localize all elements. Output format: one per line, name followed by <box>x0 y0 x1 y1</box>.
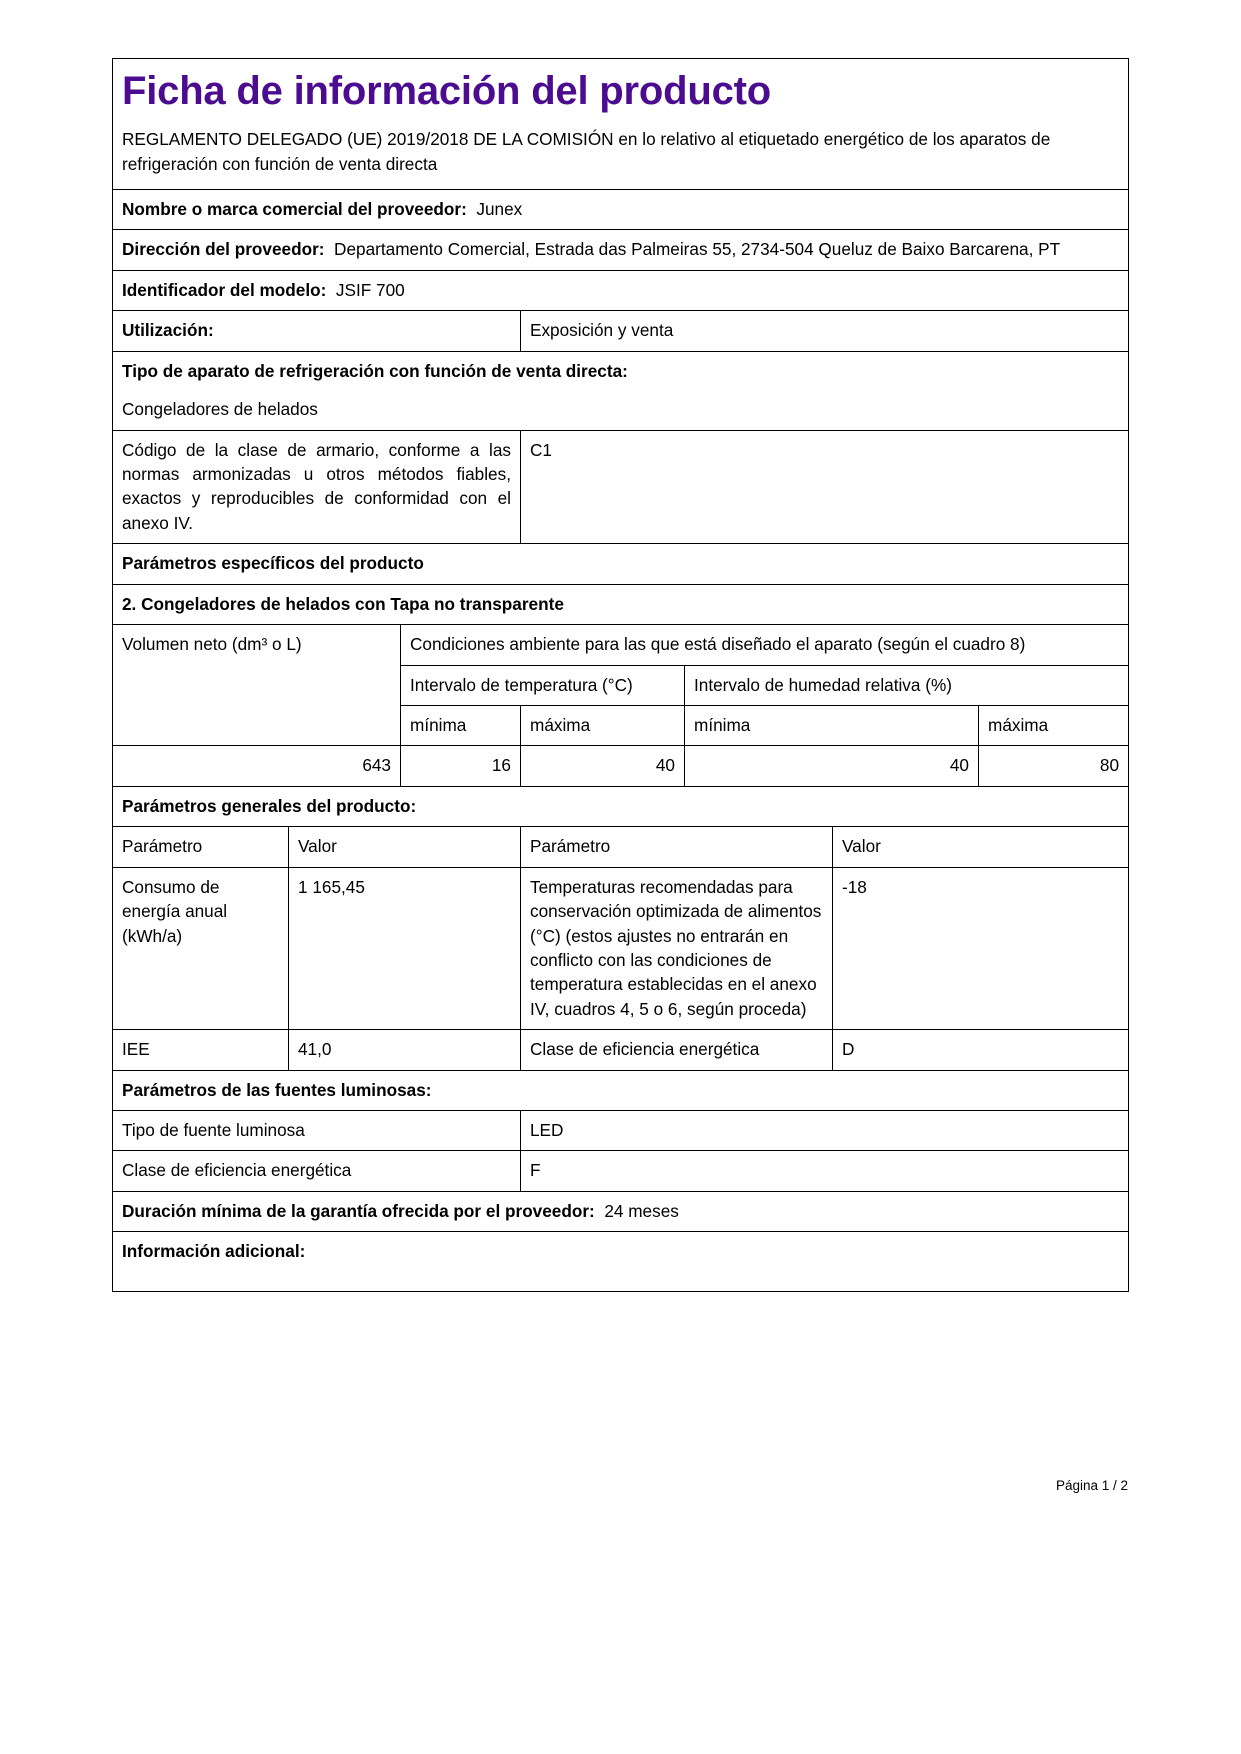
table-row <box>113 1111 1129 1151</box>
model-label: Identificador del modelo: <box>122 279 327 300</box>
col-header-value-left: Valor <box>289 827 521 867</box>
net-volume-header-row <box>113 625 1129 665</box>
light-source-heading: Parámetros de las fuentes luminosas: <box>113 1070 1129 1110</box>
param-iee-value: 41,0 <box>289 1030 521 1070</box>
supplier-name-row <box>113 190 1129 230</box>
usage-label-cell: Utilización: <box>113 311 521 351</box>
humidity-max-header: máxima <box>979 705 1129 745</box>
col-header-param-right: Parámetro <box>521 827 833 867</box>
product-fiche-table <box>112 58 1129 1292</box>
warranty-label: Duración mínima de la garantía ofrecida por el proveedor: <box>122 1200 595 1221</box>
col-header-value-right: Valor <box>833 827 1129 867</box>
title-cell <box>113 59 1129 190</box>
model-value: JSIF 700 <box>335 279 405 300</box>
table-row <box>113 1030 1129 1070</box>
page-footer: Página 1 / 2 <box>1055 1478 1128 1493</box>
general-params-heading-row <box>113 786 1129 826</box>
specific-params-heading-row <box>113 544 1129 584</box>
cabinet-class-label: Código de la clase de armario, conforme a las normas armonizadas u otros métodos fiables, exactos y reproducibles de conformidad con el anexo IV. <box>113 430 521 544</box>
supplier-name-value: Junex <box>476 199 523 220</box>
usage-value-cell: Exposición y venta <box>521 311 1129 351</box>
humidity-range-label-cell: Intervalo de humedad relativa (%) <box>685 665 1129 705</box>
specific-params-subheading-row <box>113 584 1129 624</box>
supplier-address-cell <box>113 230 1129 270</box>
supplier-address-value: Departamento Comercial, Estrada das Palmeiras 55, 2734-504 Queluz de Baixo Barcarena, PT <box>334 239 1061 260</box>
cabinet-class-row <box>113 430 1129 544</box>
supplier-name-cell <box>113 190 1129 230</box>
param-annual-energy-value: 1 165,45 <box>289 867 521 1030</box>
model-cell <box>113 270 1129 310</box>
temp-min-value: 16 <box>401 746 521 786</box>
ambient-conditions-label-cell: Condiciones ambiente para las que está diseñado el aparato (según el cuadro 8) <box>401 625 1129 665</box>
warranty-row <box>113 1191 1129 1231</box>
param-iee-label: IEE <box>113 1030 289 1070</box>
table-row <box>113 1151 1129 1191</box>
temperature-range-label-cell: Intervalo de temperatura (°C) <box>401 665 685 705</box>
light-source-heading-row <box>113 1070 1129 1110</box>
additional-info-cell <box>113 1232 1129 1292</box>
usage-row <box>113 311 1129 351</box>
appliance-type-cell <box>113 351 1129 430</box>
warranty-cell <box>113 1191 1129 1231</box>
param-recommended-temp-value: -18 <box>833 867 1129 1030</box>
general-params-header-row <box>113 827 1129 867</box>
param-energy-class-label: Clase de eficiencia energética <box>521 1030 833 1070</box>
col-header-param-left: Parámetro <box>113 827 289 867</box>
param-recommended-temp-label: Temperaturas recomendadas para conservación optimizada de alimentos (°C) (estos ajustes no entrarán en conflicto con las condiciones de temperatura establecidas en el anexo IV, cuadros 4, 5 o 6, según proceda) <box>521 867 833 1030</box>
title-row <box>113 59 1129 190</box>
supplier-address-row <box>113 230 1129 270</box>
light-source-class-value: F <box>521 1151 1129 1191</box>
warranty-value: 24 meses <box>604 1200 679 1221</box>
supplier-address-label: Dirección del proveedor: <box>122 239 325 260</box>
specific-values-row <box>113 746 1129 786</box>
appliance-type-label: Tipo de aparato de refrigeración con función de venta directa: <box>122 360 628 381</box>
cabinet-class-value: C1 <box>521 430 1129 544</box>
light-source-class-label: Clase de eficiencia energética <box>113 1151 521 1191</box>
additional-info-label: Información adicional: <box>122 1241 306 1262</box>
model-row <box>113 270 1129 310</box>
specific-params-heading: Parámetros específicos del producto <box>113 544 1129 584</box>
specific-params-subheading: 2. Congeladores de helados con Tapa no transparente <box>113 584 1129 624</box>
temp-min-header: mínima <box>401 705 521 745</box>
product-information-sheet <box>112 58 1128 1292</box>
appliance-type-row <box>113 351 1129 430</box>
temp-max-header: máxima <box>521 705 685 745</box>
general-params-heading: Parámetros generales del producto: <box>113 786 1129 826</box>
param-energy-class-value: D <box>833 1030 1129 1070</box>
page-title: Ficha de información del producto <box>122 69 772 113</box>
humidity-min-value: 40 <box>685 746 979 786</box>
regulation-text: REGLAMENTO DELEGADO (UE) 2019/2018 DE LA COMISIÓN en lo relativo al etiquetado energético de los aparatos de refrigeración con función de venta directa <box>122 129 1051 175</box>
humidity-min-header: mínima <box>685 705 979 745</box>
param-annual-energy-label: Consumo de energía anual (kWh/a) <box>113 867 289 1030</box>
additional-info-row <box>113 1232 1129 1292</box>
net-volume-label-cell: Volumen neto (dm³ o L) <box>113 625 401 746</box>
appliance-type-value: Congeladores de helados <box>122 399 318 420</box>
supplier-name-label: Nombre o marca comercial del proveedor: <box>122 199 467 220</box>
light-source-type-label: Tipo de fuente luminosa <box>113 1111 521 1151</box>
humidity-max-value: 80 <box>979 746 1129 786</box>
table-row <box>113 867 1129 1030</box>
light-source-type-value: LED <box>521 1111 1129 1151</box>
net-volume-value: 643 <box>113 746 401 786</box>
temp-max-value: 40 <box>521 746 685 786</box>
